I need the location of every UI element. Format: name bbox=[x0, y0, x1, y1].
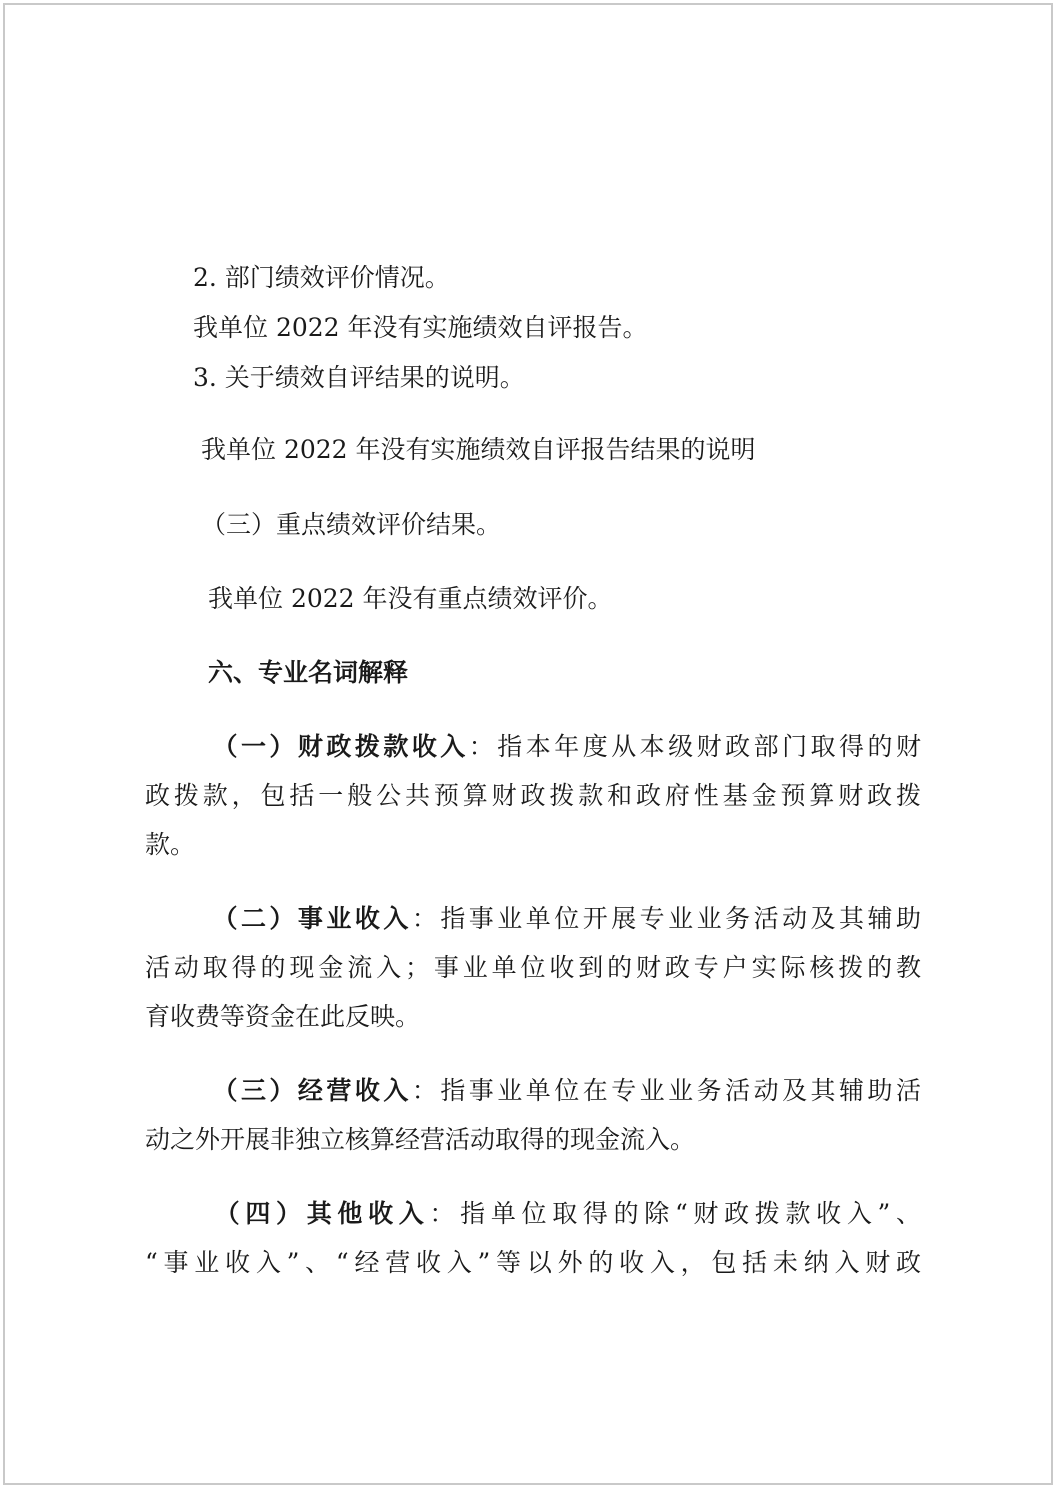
term-paragraph-line: “事业收入”、“经营收入”等以外的收入，包括未纳入财政 bbox=[145, 1248, 921, 1277]
term-name: （二）事业收入 bbox=[209, 904, 412, 933]
term-paragraph-line: 育收费等资金在此反映。 bbox=[145, 1002, 421, 1031]
term-definition: ：指事业单位开展专业业务活动及其辅助 bbox=[411, 904, 921, 933]
section-title: 六、专业名词解释 bbox=[208, 658, 409, 687]
term-definition: ：指事业单位在专业业务活动及其辅助活 bbox=[411, 1076, 921, 1105]
term-paragraph-line bbox=[145, 1074, 921, 1108]
paragraph: 我单位 2022 年没有实施绩效自评报告。 bbox=[193, 313, 648, 342]
term-definition: ：指单位取得的除“财政拨款收入”、 bbox=[429, 1199, 921, 1228]
term-paragraph-line: 款。 bbox=[145, 830, 196, 859]
document-page bbox=[3, 3, 1053, 1485]
paragraph: 我单位 2022 年没有重点绩效评价。 bbox=[208, 584, 613, 613]
subsection-heading-3: 3. 关于绩效自评结果的说明。 bbox=[193, 363, 525, 392]
term-name: （一）财政拨款收入 bbox=[209, 732, 469, 761]
term-paragraph-line bbox=[145, 902, 921, 936]
term-name: （四）其他收入 bbox=[209, 1199, 430, 1228]
term-paragraph-line bbox=[145, 730, 921, 764]
term-name: （三）经营收入 bbox=[209, 1076, 412, 1105]
subsection-heading-2: 2. 部门绩效评价情况。 bbox=[193, 263, 450, 292]
term-paragraph-line bbox=[145, 1197, 921, 1231]
term-paragraph-line: 活动取得的现金流入；事业单位收到的财政专户实际核拨的教 bbox=[145, 953, 921, 982]
paragraph: 我单位 2022 年没有实施绩效自评报告结果的说明 bbox=[201, 435, 756, 464]
term-paragraph-line: 动之外开展非独立核算经营活动取得的现金流入。 bbox=[145, 1125, 696, 1154]
term-definition: ：指本年度从本级财政部门取得的财 bbox=[468, 732, 921, 761]
term-paragraph-line: 政拨款，包括一般公共预算财政拨款和政府性基金预算财政拨 bbox=[145, 781, 921, 810]
subsection-heading: （三）重点绩效评价结果。 bbox=[201, 510, 502, 539]
